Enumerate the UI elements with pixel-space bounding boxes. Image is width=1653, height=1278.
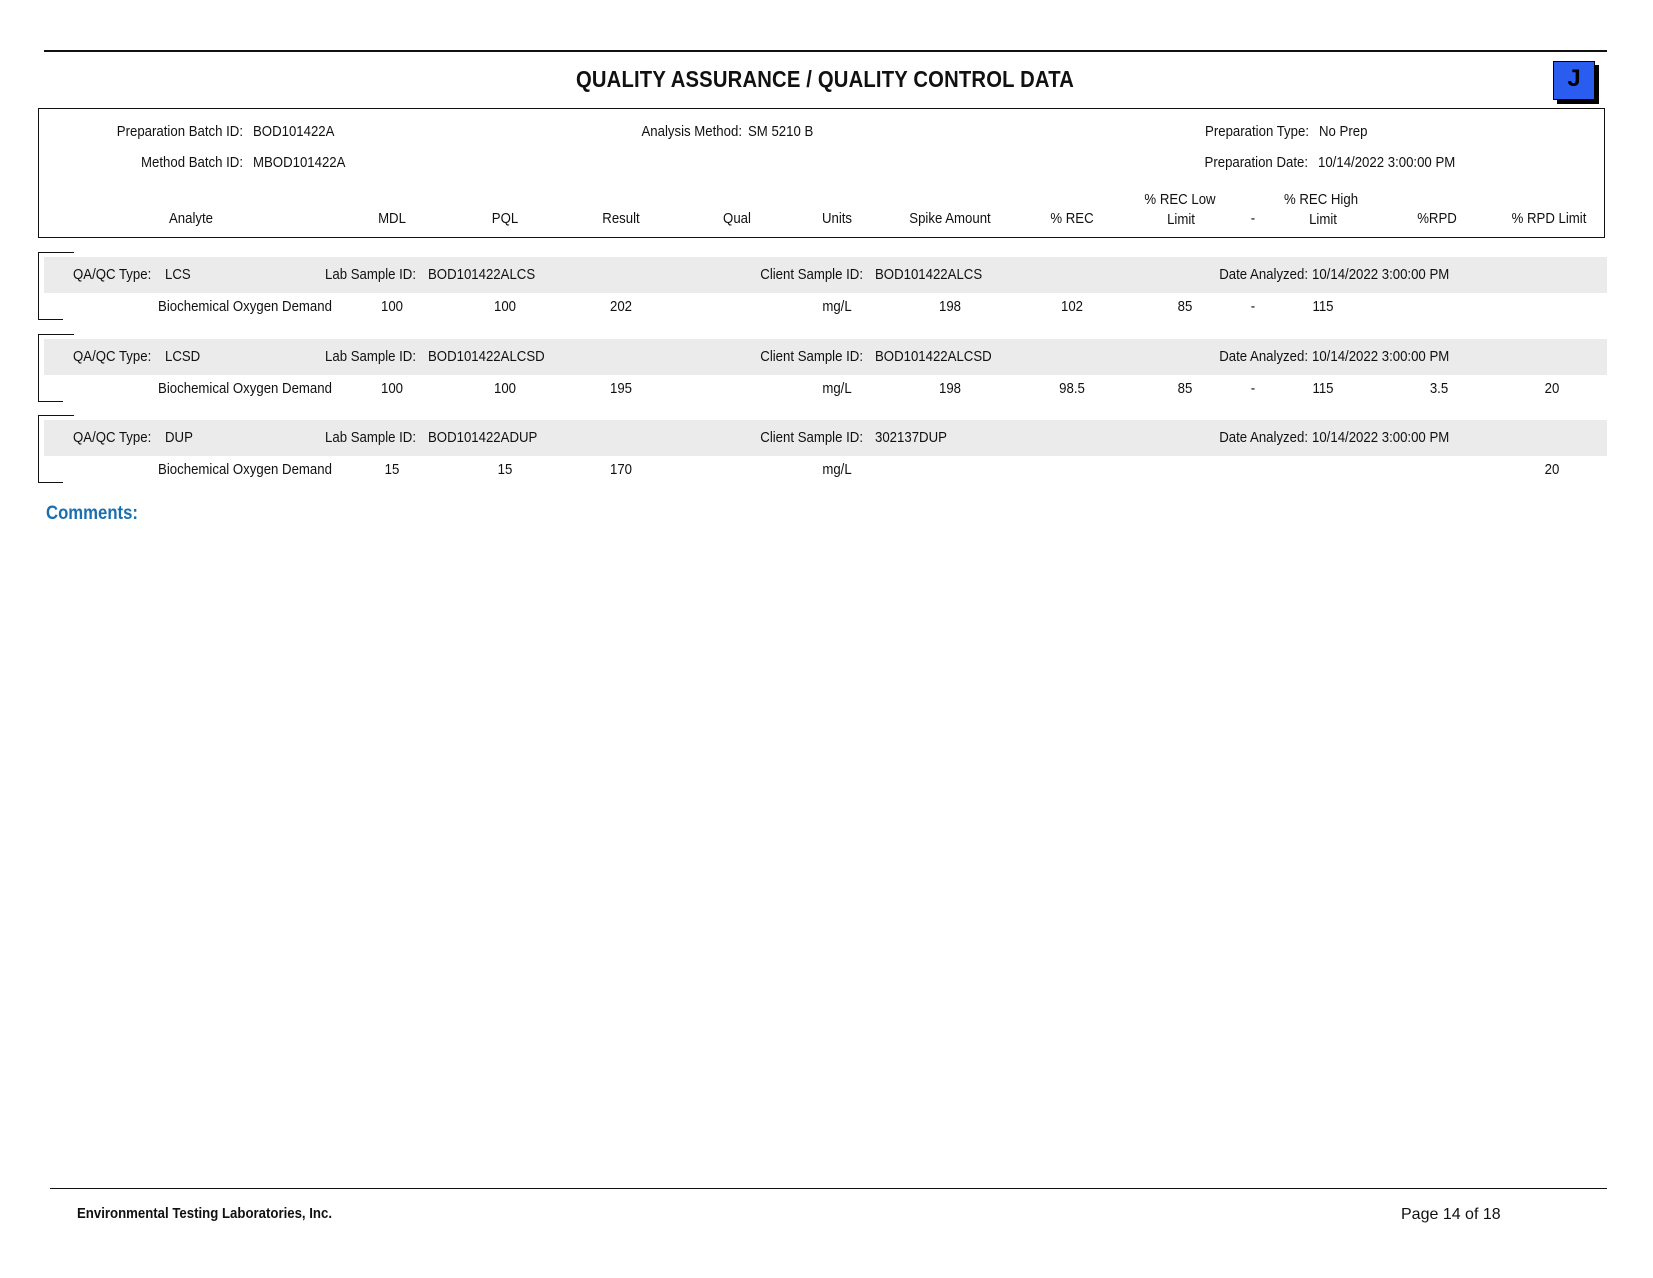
- qaqc-type-value: DUP: [165, 429, 193, 446]
- client-sample-id-value: 302137DUP: [875, 429, 947, 446]
- lab-sample-id-label: Lab Sample ID:: [325, 429, 416, 446]
- lab-sample-id-value: BOD101422ALCSD: [428, 348, 545, 365]
- lab-sample-id-label: Lab Sample ID:: [325, 266, 416, 283]
- client-sample-id-label: Client Sample ID:: [760, 348, 863, 365]
- footer-page-number: Page 14 of 18: [1401, 1206, 1501, 1223]
- col-pql: PQL: [491, 210, 519, 227]
- qaqc-type-label: QA/QC Type:: [73, 348, 152, 365]
- method-batch-value: MBOD101422A: [253, 154, 346, 171]
- group-bracket-top: [38, 252, 74, 253]
- lab-sample-id-label: Lab Sample ID:: [325, 348, 416, 365]
- col-result: Result: [602, 210, 640, 227]
- report-title: QUALITY ASSURANCE / QUALITY CONTROL DATA: [575, 66, 1075, 92]
- top-rule: [44, 50, 1607, 52]
- prep-batch-value: BOD101422A: [253, 123, 335, 140]
- cell-rec: 102: [1060, 298, 1084, 315]
- lab-sample-id-value: BOD101422ALCS: [428, 266, 536, 283]
- col-spike-amount: Spike Amount: [909, 210, 991, 227]
- analysis-method-value: SM 5210 B: [748, 123, 814, 140]
- client-sample-id-value: BOD101422ALCS: [875, 266, 983, 283]
- cell-analyte: Biochemical Oxygen Demand: [158, 298, 332, 315]
- cell-dash: -: [1250, 380, 1256, 397]
- cell-analyte: Biochemical Oxygen Demand: [158, 461, 332, 478]
- qaqc-type-value: LCSD: [165, 348, 201, 365]
- group-bracket-top: [38, 415, 74, 416]
- date-analyzed-value: 10/14/2022 3:00:00 PM: [1312, 266, 1450, 283]
- qaqc-type-value: LCS: [165, 266, 191, 283]
- cell-rec: 98.5: [1059, 380, 1085, 397]
- cell-rec-low: 85: [1177, 380, 1193, 397]
- date-analyzed-label: Date Analyzed:: [1219, 266, 1308, 283]
- prep-type-label: Preparation Type:: [1205, 123, 1309, 140]
- cell-analyte: Biochemical Oxygen Demand: [158, 380, 332, 397]
- footer-rule: [50, 1188, 1607, 1189]
- client-sample-id-value: BOD101422ALCSD: [875, 348, 992, 365]
- comments-label: Comments:: [46, 503, 138, 524]
- cell-rec-high: 115: [1312, 298, 1334, 315]
- footer-company-name: Environmental Testing Laboratories, Inc.: [77, 1205, 333, 1222]
- col-rpd: %RPD: [1417, 210, 1457, 227]
- col-rec-low-line1: % REC Low: [1144, 191, 1216, 208]
- qaqc-type-label: QA/QC Type:: [73, 429, 152, 446]
- date-analyzed-value: 10/14/2022 3:00:00 PM: [1312, 429, 1450, 446]
- cell-rec-low: 85: [1177, 298, 1193, 315]
- col-units: Units: [821, 210, 853, 227]
- cell-units: mg/L: [822, 380, 852, 397]
- client-sample-id-label: Client Sample ID:: [760, 266, 863, 283]
- cell-units: mg/L: [822, 461, 852, 478]
- cell-pql: 100: [493, 298, 517, 315]
- cell-mdl: 100: [380, 298, 404, 315]
- col-rec: % REC: [1050, 210, 1094, 227]
- analysis-method-label: Analysis Method:: [641, 123, 742, 140]
- group-bracket-bottom: [38, 482, 63, 483]
- cell-mdl: 100: [380, 380, 404, 397]
- group-bracket-left: [38, 334, 39, 402]
- cell-spike: 198: [938, 380, 962, 397]
- group-bracket-left: [38, 252, 39, 320]
- cell-mdl: 15: [384, 461, 400, 478]
- prep-date-value: 10/14/2022 3:00:00 PM: [1318, 154, 1456, 171]
- cell-dash: -: [1250, 298, 1256, 315]
- date-analyzed-value: 10/14/2022 3:00:00 PM: [1312, 348, 1450, 365]
- method-batch-label: Method Batch ID:: [141, 154, 243, 171]
- cell-result: 202: [609, 298, 633, 315]
- qaqc-type-label: QA/QC Type:: [73, 266, 152, 283]
- cell-units: mg/L: [822, 298, 852, 315]
- j-badge: J: [1553, 61, 1595, 100]
- cell-rpd: 3.5: [1429, 380, 1449, 397]
- date-analyzed-label: Date Analyzed:: [1219, 429, 1308, 446]
- col-rec-high-line2: Limit: [1309, 211, 1337, 228]
- col-rpd-limit: % RPD Limit: [1511, 210, 1587, 227]
- prep-batch-label: Preparation Batch ID:: [116, 123, 243, 140]
- cell-rec-high: 115: [1312, 380, 1334, 397]
- col-mdl: MDL: [378, 210, 406, 227]
- cell-result: 195: [609, 380, 633, 397]
- lab-sample-id-value: BOD101422ADUP: [428, 429, 538, 446]
- prep-date-label: Preparation Date:: [1204, 154, 1308, 171]
- group-bracket-bottom: [38, 401, 63, 402]
- col-analyte: Analyte: [168, 210, 214, 227]
- cell-result: 170: [609, 461, 633, 478]
- prep-type-value: No Prep: [1319, 123, 1368, 140]
- cell-rpd-limit: 20: [1544, 380, 1560, 397]
- cell-pql: 100: [493, 380, 517, 397]
- col-qual: Qual: [723, 210, 751, 227]
- group-bracket-left: [38, 415, 39, 483]
- group-bracket-top: [38, 334, 74, 335]
- col-dash: -: [1250, 210, 1256, 227]
- col-rec-high-line1: % REC High: [1283, 191, 1359, 208]
- col-rec-low-line2: Limit: [1167, 211, 1195, 228]
- cell-rpd-limit: 20: [1544, 461, 1560, 478]
- date-analyzed-label: Date Analyzed:: [1219, 348, 1308, 365]
- group-bracket-bottom: [38, 319, 63, 320]
- cell-spike: 198: [938, 298, 962, 315]
- client-sample-id-label: Client Sample ID:: [760, 429, 863, 446]
- cell-pql: 15: [497, 461, 513, 478]
